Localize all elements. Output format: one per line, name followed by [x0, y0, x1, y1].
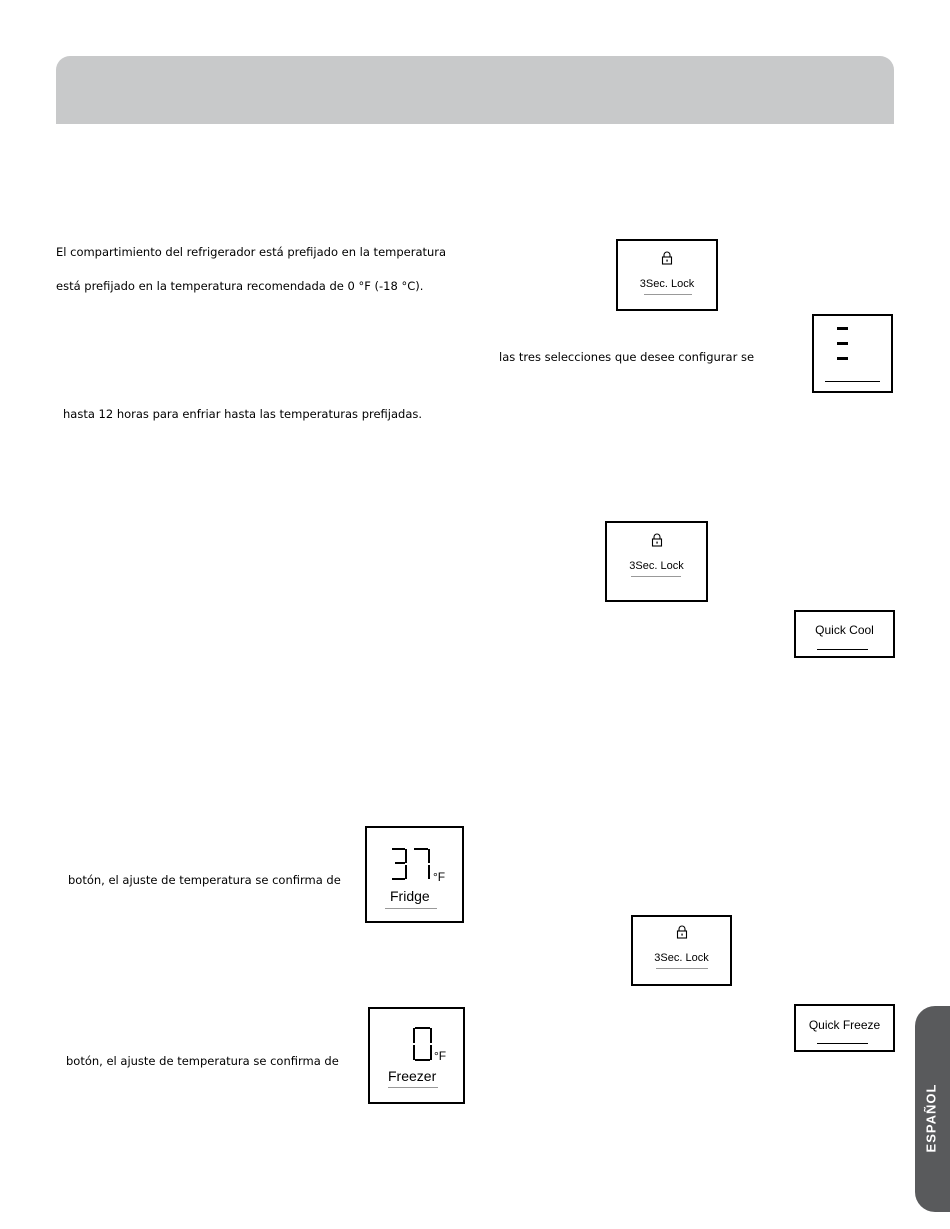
- fridge-unit: °F: [433, 870, 446, 884]
- lock-panel: [605, 521, 708, 602]
- selection-dash: [837, 342, 848, 345]
- freezer-confirm-text: botón, el ajuste de temperatura se confirma de: [66, 1054, 339, 1068]
- quick-freeze-button[interactable]: [794, 1004, 895, 1052]
- fridge-label: Fridge: [390, 888, 430, 904]
- cooldown-text: hasta 12 horas para enfriar hasta las temperaturas prefijadas.: [63, 407, 423, 421]
- lock-icon: [650, 533, 664, 547]
- lock-label: 3Sec. Lock: [629, 560, 684, 572]
- intro-line-1: El compartimiento del refrigerador está prefijado en la temperatura: [56, 245, 447, 259]
- lock-panel: [616, 239, 718, 311]
- quick-freeze-underline: [817, 1043, 868, 1044]
- selection-dash: [837, 327, 848, 330]
- lock-icon: [660, 251, 674, 265]
- language-tab-label: ESPAÑOL: [923, 1083, 939, 1153]
- quick-cool-underline: [817, 649, 868, 650]
- selection-text: las tres selecciones que desee configurar se: [499, 350, 755, 364]
- fridge-confirm-text: botón, el ajuste de temperatura se confirma de: [68, 873, 341, 887]
- header-band: [56, 56, 894, 124]
- freezer-display: [368, 1007, 465, 1104]
- lock-icon: [675, 925, 689, 939]
- lock-underline: [644, 294, 692, 295]
- lock-label: 3Sec. Lock: [654, 952, 709, 964]
- freezer-underline: [388, 1087, 438, 1088]
- selection-panel: [812, 314, 893, 393]
- quick-cool-label: Quick Cool: [815, 623, 874, 637]
- lock-underline: [656, 968, 708, 969]
- quick-freeze-label: Quick Freeze: [808, 1018, 881, 1032]
- lock-panel: [631, 915, 732, 986]
- quick-cool-button[interactable]: [794, 610, 895, 658]
- fridge-underline: [385, 908, 437, 909]
- selection-underline: [825, 381, 880, 382]
- freezer-label: Freezer: [388, 1068, 437, 1084]
- lock-label: 3Sec. Lock: [639, 278, 695, 290]
- intro-line-2: está prefijado en la temperatura recomendada de 0 °F (-18 °C).: [56, 279, 424, 293]
- selection-dash: [837, 357, 848, 360]
- freezer-unit: °F: [434, 1049, 447, 1063]
- fridge-display: [365, 826, 464, 923]
- lock-underline: [631, 576, 681, 577]
